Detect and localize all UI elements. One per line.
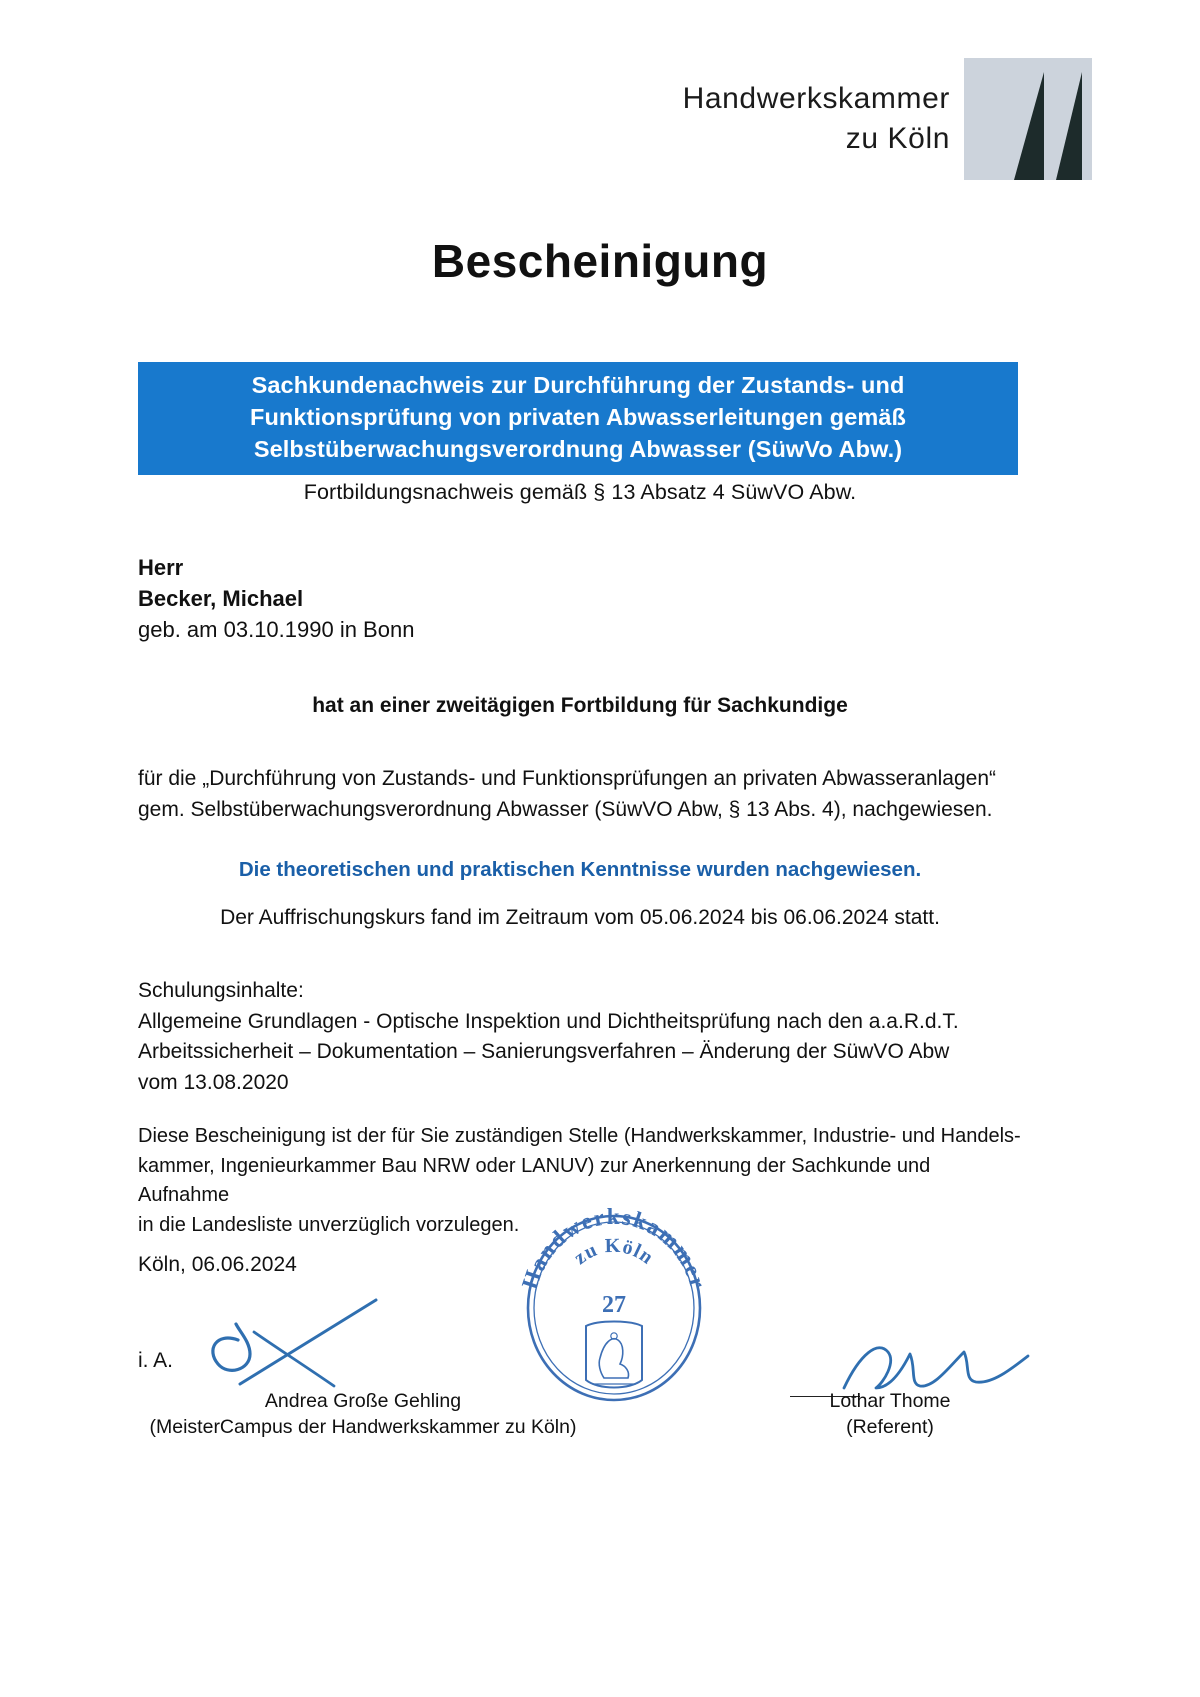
recipient-name: Becker, Michael [138, 586, 304, 612]
svg-text:Handwerkskammer: Handwerkskammer [516, 1208, 712, 1293]
organization-name-line2: zu Köln [845, 122, 950, 155]
knowledge-statement: Die theoretischen und praktischen Kenntnisse wurden nachgewiesen. [238, 858, 922, 881]
submission-note-line3: in die Landesliste unverzüglich vorzulegen. [138, 1213, 520, 1236]
recipient-block [138, 552, 1022, 646]
subject-banner-line1: Sachkundenachweis zur Durchführung der Zustands- und [251, 372, 905, 398]
official-seal-stamp [508, 1208, 720, 1404]
subject-banner [138, 362, 1018, 475]
organization-name-line1: Handwerkskammer [682, 82, 950, 116]
page-title: Bescheinigung [431, 235, 769, 287]
signature-prefix: i. A. [138, 1349, 174, 1372]
signature-left-name: Andrea Große Gehling [264, 1390, 462, 1412]
training-contents-line1: Allgemeine Grundlagen - Optische Inspektion und Dichtheitsprüfung nach den a.a.R.d.T. [138, 1009, 959, 1033]
place-and-date: Köln, 06.06.2024 [138, 1253, 297, 1276]
svg-text:27: 27 [602, 1292, 626, 1318]
legal-basis-subtitle: Fortbildungsnachweis gemäß § 13 Absatz 4 SüwVO Abw. [303, 480, 857, 504]
letterhead [683, 58, 1092, 180]
course-period-statement: Der Auffrischungskurs fand im Zeitraum vom 05.06.2024 bis 06.06.2024 statt. [220, 906, 940, 929]
logo-wedge-right-icon [1056, 72, 1082, 180]
svg-text:zu Köln: zu Köln [569, 1234, 658, 1270]
subject-banner-line3: Selbstüberwachungsverordnung Abwasser (SüwVo Abw.) [253, 436, 903, 463]
recipient-salutation: Herr [138, 555, 184, 580]
handwerkskammer-logo-icon [964, 58, 1092, 180]
training-contents-block [138, 976, 1022, 1099]
signature-left-role: (MeisterCampus der Handwerkskammer zu Köln) [149, 1416, 577, 1439]
recipient-birth-info: geb. am 03.10.1990 in Bonn [138, 617, 415, 643]
signature-right-role: (Referent) [846, 1416, 934, 1439]
signature-block-left [128, 1388, 598, 1440]
submission-note-line1: Diese Bescheinigung ist der für Sie zuständigen Stelle (Handwerkskammer, Industrie- und Handels- [138, 1125, 1021, 1147]
signature-block-right [740, 1388, 1040, 1440]
training-contents-heading: Schulungsinhalte: [138, 979, 304, 1002]
submission-note-line2: kammer, Ingenieurkammer Bau NRW oder LANUV) zur Anerkennung der Sachkunde und Aufnahme [138, 1154, 931, 1207]
training-contents-line3: vom 13.08.2020 [138, 1070, 289, 1094]
organization-name [683, 79, 950, 158]
subject-banner-line2: Funktionsprüfung von privaten Abwasserleitungen gemäß [250, 404, 906, 431]
scope-paragraph [138, 764, 1022, 825]
attendance-statement: hat an einer zweitägigen Fortbildung für Sachkundige [312, 694, 848, 717]
logo-wedge-left-icon [1014, 72, 1044, 180]
scope-paragraph-line1: für die „Durchführung von Zustands- und Funktionsprüfungen an privaten Abwasseranlagen“ [138, 767, 997, 790]
signature-mark-left [180, 1288, 480, 1398]
training-contents-line2: Arbeitssicherheit – Dokumentation – Sanierungsverfahren – Änderung der SüwVO Abw [138, 1040, 950, 1064]
scope-paragraph-line2: gem. Selbstüberwachungsverordnung Abwasser (SüwVO Abw, § 13 Abs. 4), nachgewiesen. [138, 797, 993, 821]
signature-right-name: Lothar Thome [829, 1390, 951, 1412]
